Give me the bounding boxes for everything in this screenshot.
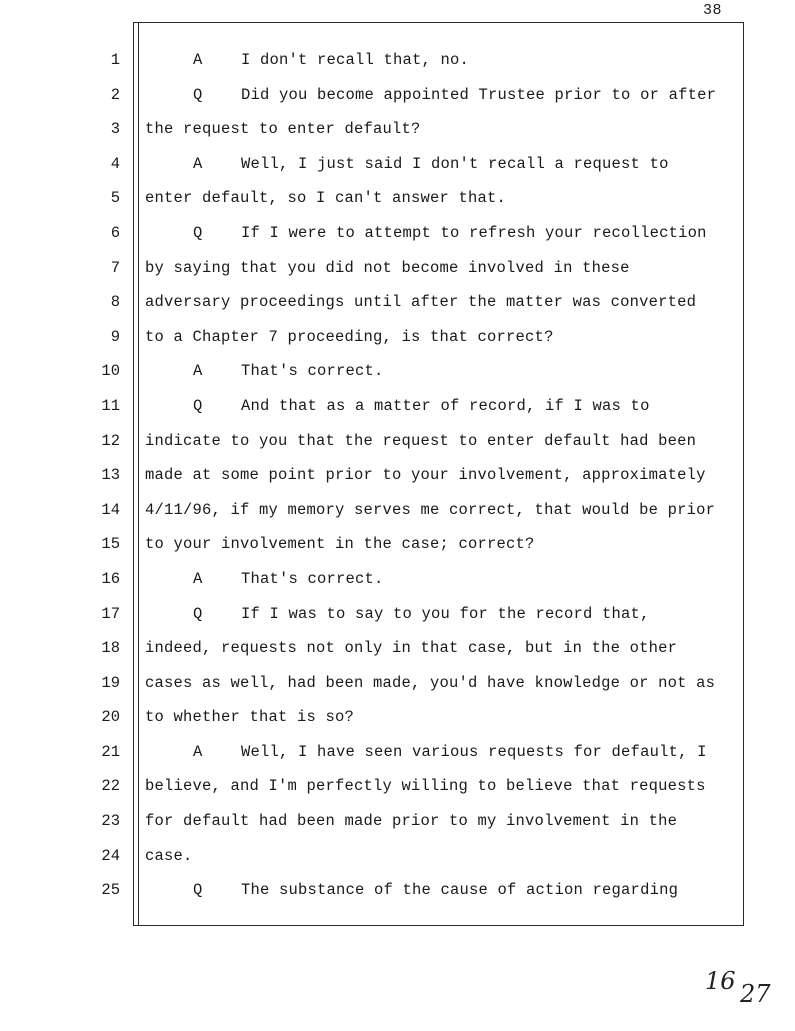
transcript-line	[0, 700, 795, 735]
transcript-line	[0, 181, 795, 216]
line-number: 8	[110, 293, 120, 312]
line-number: 22	[101, 777, 120, 796]
transcript-line	[0, 320, 795, 355]
line-content: indeed, requests not only in that case, but in the other	[145, 639, 678, 658]
line-content: If I were to attempt to refresh your recollection	[241, 223, 707, 242]
speaker-label: A	[193, 51, 203, 69]
line-text	[145, 631, 677, 666]
line-number: 2	[110, 85, 120, 104]
line-content: by saying that you did not become involved in these	[145, 258, 630, 277]
line-text	[145, 181, 506, 216]
line-content: That's correct.	[241, 569, 384, 588]
line-number: 9	[110, 327, 120, 346]
line-content: Did you become appointed Trustee prior to or after	[241, 85, 717, 104]
speaker-label: Q	[193, 881, 203, 900]
transcript-line	[0, 735, 795, 770]
line-text	[193, 216, 707, 251]
transcript-line	[0, 597, 795, 632]
handwritten-number: 16	[705, 967, 736, 995]
transcript-line	[0, 804, 795, 839]
line-number: 1	[110, 51, 120, 69]
line-text	[193, 735, 707, 770]
line-number: 21	[101, 742, 120, 761]
line-content: 4/11/96, if my memory serves me correct, that would be prior	[145, 500, 716, 519]
speaker-label: A	[193, 742, 203, 761]
line-text	[145, 666, 715, 701]
line-number: 6	[110, 223, 120, 242]
transcript-line	[0, 147, 795, 182]
line-content: believe, and I'm perfectly willing to believe that requests	[145, 777, 706, 796]
transcript-line	[0, 216, 795, 251]
line-text	[193, 354, 384, 389]
transcript-line	[0, 112, 795, 147]
line-text	[193, 78, 716, 113]
line-number: 11	[101, 396, 120, 415]
transcript-line	[0, 458, 795, 493]
line-number: 25	[101, 881, 120, 900]
line-text	[145, 424, 696, 459]
line-content: Well, I have seen various requests for default, I	[241, 742, 707, 761]
line-text	[193, 562, 384, 597]
line-text	[145, 112, 421, 147]
line-number: 24	[101, 846, 120, 865]
transcript-line	[0, 389, 795, 424]
line-number: 19	[101, 673, 120, 692]
handwritten-number: 27	[740, 980, 771, 1008]
line-text	[145, 320, 554, 355]
line-number: 5	[110, 189, 120, 208]
line-text	[145, 458, 706, 493]
speaker-label: A	[193, 362, 203, 381]
line-content: to whether that is so?	[145, 708, 355, 727]
line-content: cases as well, had been made, you'd have knowledge or not as	[145, 673, 716, 692]
line-number: 10	[101, 362, 120, 381]
line-number: 4	[110, 154, 120, 173]
speaker-label: A	[193, 154, 203, 173]
transcript-line	[0, 43, 795, 78]
line-number: 3	[110, 120, 120, 139]
line-content: And that as a matter of record, if I was to	[241, 396, 650, 415]
line-text	[193, 873, 678, 908]
line-text	[193, 43, 469, 78]
line-content: If I was to say to you for the record that,	[241, 604, 650, 623]
line-text	[193, 597, 650, 632]
line-content: enter default, so I can't answer that.	[145, 189, 507, 208]
line-number: 13	[101, 466, 120, 485]
line-text	[193, 147, 669, 182]
speaker-label: Q	[193, 604, 203, 623]
line-content: to a Chapter 7 proceeding, is that correct?	[145, 327, 554, 346]
line-content: The substance of the cause of action regarding	[241, 881, 679, 900]
line-text	[145, 285, 696, 320]
page-number: 38	[703, 2, 723, 19]
line-content: case.	[145, 846, 193, 865]
transcript-line	[0, 78, 795, 113]
line-content: Well, I just said I don't recall a request to	[241, 154, 669, 173]
line-number: 17	[101, 604, 120, 623]
transcript-line	[0, 769, 795, 804]
transcript-line	[0, 251, 795, 286]
line-number: 12	[101, 431, 120, 450]
speaker-label: A	[193, 569, 203, 588]
transcript-line	[0, 666, 795, 701]
line-content: made at some point prior to your involvement, approximately	[145, 466, 706, 485]
line-text	[193, 389, 650, 424]
transcript-line	[0, 354, 795, 389]
line-number: 15	[101, 535, 120, 554]
line-number: 16	[101, 569, 120, 588]
line-content: That's correct.	[241, 362, 384, 381]
line-content: I don't recall that, no.	[241, 51, 470, 69]
line-content: for default had been made prior to my involvement in the	[145, 812, 678, 831]
transcript-line	[0, 631, 795, 666]
speaker-label: Q	[193, 223, 203, 242]
transcript-line	[0, 493, 795, 528]
transcript-line	[0, 873, 795, 908]
line-number: 7	[110, 258, 120, 277]
line-content: indicate to you that the request to enter default had been	[145, 431, 697, 450]
line-text	[145, 527, 535, 562]
line-number: 14	[101, 500, 120, 519]
line-text	[145, 700, 354, 735]
speaker-label: Q	[193, 85, 203, 104]
transcript-line	[0, 839, 795, 874]
line-text	[145, 251, 630, 286]
speaker-label: Q	[193, 396, 203, 415]
line-content: the request to enter default?	[145, 120, 421, 139]
line-text	[145, 839, 193, 874]
transcript-line	[0, 562, 795, 597]
line-text	[145, 769, 706, 804]
transcript-line	[0, 285, 795, 320]
line-text	[145, 804, 677, 839]
transcript-lines	[0, 43, 795, 908]
line-content: adversary proceedings until after the matter was converted	[145, 293, 697, 312]
line-text	[145, 493, 715, 528]
line-number: 23	[101, 812, 120, 831]
line-number: 18	[101, 639, 120, 658]
line-content: to your involvement in the case; correct?	[145, 535, 535, 554]
transcript-line	[0, 424, 795, 459]
line-number: 20	[101, 708, 120, 727]
transcript-line	[0, 527, 795, 562]
